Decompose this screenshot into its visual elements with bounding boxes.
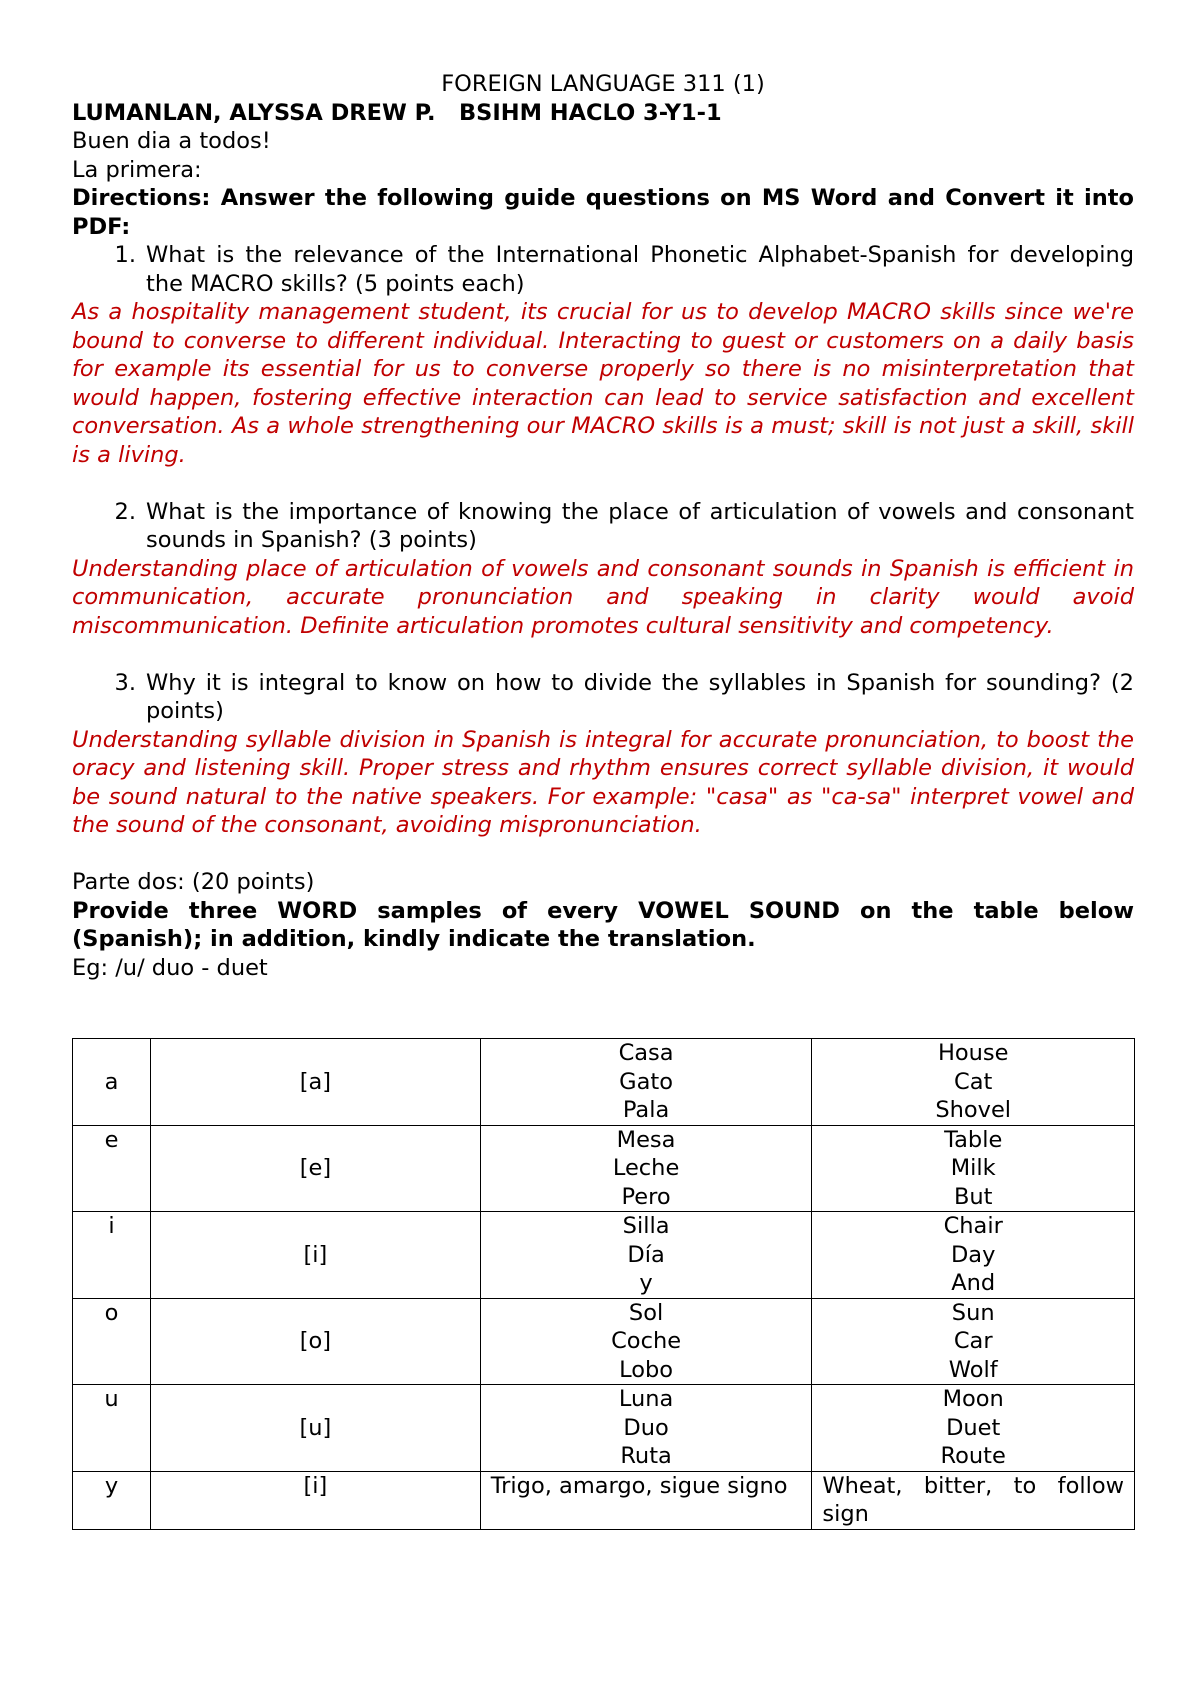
word-samples xyxy=(480,1125,812,1212)
translation: Chair xyxy=(943,1213,1003,1239)
part-two-label: Parte dos: (20 points) xyxy=(72,869,315,895)
translation: Cat xyxy=(954,1068,993,1095)
word-sample: Casa xyxy=(618,1040,674,1066)
table-row xyxy=(73,1039,1135,1126)
word-samples xyxy=(480,1385,812,1472)
question-1 xyxy=(72,241,1134,298)
translation: Car xyxy=(953,1328,993,1354)
answer-2: Understanding place of articulation of vowels and consonant sounds in Spanish is efficient in communication, accurate pronunciation and speaking in clarity would avoid miscommunication. Definite articulation promotes cultural sensitivity and competency. xyxy=(72,555,1134,639)
translation: Duet xyxy=(946,1414,1001,1441)
translation: Milk xyxy=(950,1155,996,1181)
document-page xyxy=(72,70,1134,982)
translation: Moon xyxy=(942,1386,1004,1412)
table-row xyxy=(73,1298,1135,1385)
translation: Sun xyxy=(951,1299,995,1326)
greeting: Buen dia a todos! xyxy=(72,128,271,154)
vowel-table xyxy=(72,1038,1135,1530)
word-sample: Sol xyxy=(628,1299,664,1326)
vowel-sound: [i] xyxy=(151,1471,481,1529)
word-samples: Trigo, amargo, sigue signo xyxy=(480,1471,812,1529)
translation: Shovel xyxy=(935,1097,1012,1123)
word-sample: Día xyxy=(627,1241,665,1268)
table-row xyxy=(73,1212,1135,1299)
translation: Route xyxy=(940,1443,1006,1469)
table-row xyxy=(73,1125,1135,1212)
word-sample: Leche xyxy=(612,1155,680,1181)
word-sample: Coche xyxy=(611,1328,682,1354)
vowel-letter: u xyxy=(73,1385,151,1472)
translation: House xyxy=(937,1040,1009,1066)
question-text: What is the importance of knowing the place of articulation of vowels and consonant sounds in Spanish? (3 points) xyxy=(146,498,1134,553)
word-sample: Duo xyxy=(623,1414,669,1441)
question-text: Why it is integral to know on how to divide the syllables in Spanish for sounding? (2 points) xyxy=(146,669,1134,724)
word-sample: Lobo xyxy=(619,1356,674,1383)
translations xyxy=(812,1039,1135,1126)
translation: But xyxy=(953,1183,993,1210)
answer-3: Understanding syllable division in Spanish is integral for accurate pronunciation, to boost the oracy and listening skill. Proper stress and rhythm ensures correct syllable division, it would be sound natural to the native speakers. For example: "casa" as "ca-sa" interpret vowel and the sound of the consonant, avoiding mispronunciation. xyxy=(72,726,1134,838)
vowel-letter: i xyxy=(73,1212,151,1299)
student-info: LUMANLAN, ALYSSA DREW P. BSIHM HACLO 3-Y1-1 xyxy=(72,99,722,126)
table-row xyxy=(73,1385,1135,1472)
word-sample: y xyxy=(639,1270,653,1296)
word-sample: Gato xyxy=(619,1068,673,1095)
table-row xyxy=(73,1471,1135,1529)
question-number: 1. xyxy=(114,242,136,268)
translations xyxy=(812,1125,1135,1212)
word-samples xyxy=(480,1039,812,1126)
translations xyxy=(812,1385,1135,1472)
question-text: What is the relevance of the International Phonetic Alphabet-Spanish for developing the MACRO skills? (5 points each) xyxy=(146,242,1134,297)
vowel-sound: [e] xyxy=(151,1125,481,1212)
directions: Directions: Answer the following guide questions on MS Word and Convert it into PDF: xyxy=(72,185,1134,240)
part-one-label: La primera: xyxy=(72,156,202,183)
word-sample: Silla xyxy=(622,1213,670,1239)
question-2 xyxy=(72,498,1134,555)
vowel-sound: [o] xyxy=(151,1298,481,1385)
vowel-letter: e xyxy=(73,1125,151,1212)
course-title: FOREIGN LANGUAGE 311 (1) xyxy=(441,71,765,97)
question-number: 2. xyxy=(114,498,136,525)
translation: Wolf xyxy=(948,1356,998,1383)
question-number: 3. xyxy=(114,669,136,696)
answer-1: As a hospitality management student, its crucial for us to develop MACRO skills since we're bound to converse to different individual. Interacting to guest or customers on a daily basis for example its essential for us to converse properly so there is no misinterpretation that would happen, fostering effective interaction can lead to service satisfaction and excellent conversation. As a whole strengthening our MACRO skills is a must; skill is not just a skill, skill is a living. xyxy=(72,299,1134,468)
word-sample: Luna xyxy=(618,1386,674,1412)
word-samples xyxy=(480,1298,812,1385)
word-sample: Pala xyxy=(622,1097,670,1123)
vowel-letter: a xyxy=(73,1039,151,1126)
word-sample: Ruta xyxy=(620,1443,672,1469)
translation: Day xyxy=(950,1241,996,1268)
translations xyxy=(812,1212,1135,1299)
vowel-sound: [a] xyxy=(151,1039,481,1126)
translations: Wheat, bitter, to follow sign xyxy=(812,1471,1135,1529)
word-sample: Mesa xyxy=(616,1126,676,1153)
translation: And xyxy=(951,1270,996,1296)
word-samples xyxy=(480,1212,812,1299)
translation: Table xyxy=(944,1126,1003,1153)
part-two-example: Eg: /u/ duo - duet xyxy=(72,954,268,981)
vowel-sound: [i] xyxy=(151,1212,481,1299)
vowel-letter: o xyxy=(73,1298,151,1385)
vowel-sound: [u] xyxy=(151,1385,481,1472)
part-two-instructions: Provide three WORD samples of every VOWEL SOUND on the table below (Spanish); in addition, kindly indicate the translation. xyxy=(72,897,1134,952)
word-sample: Pero xyxy=(621,1183,671,1210)
vowel-letter: y xyxy=(73,1471,151,1529)
translations xyxy=(812,1298,1135,1385)
question-3 xyxy=(72,669,1134,726)
